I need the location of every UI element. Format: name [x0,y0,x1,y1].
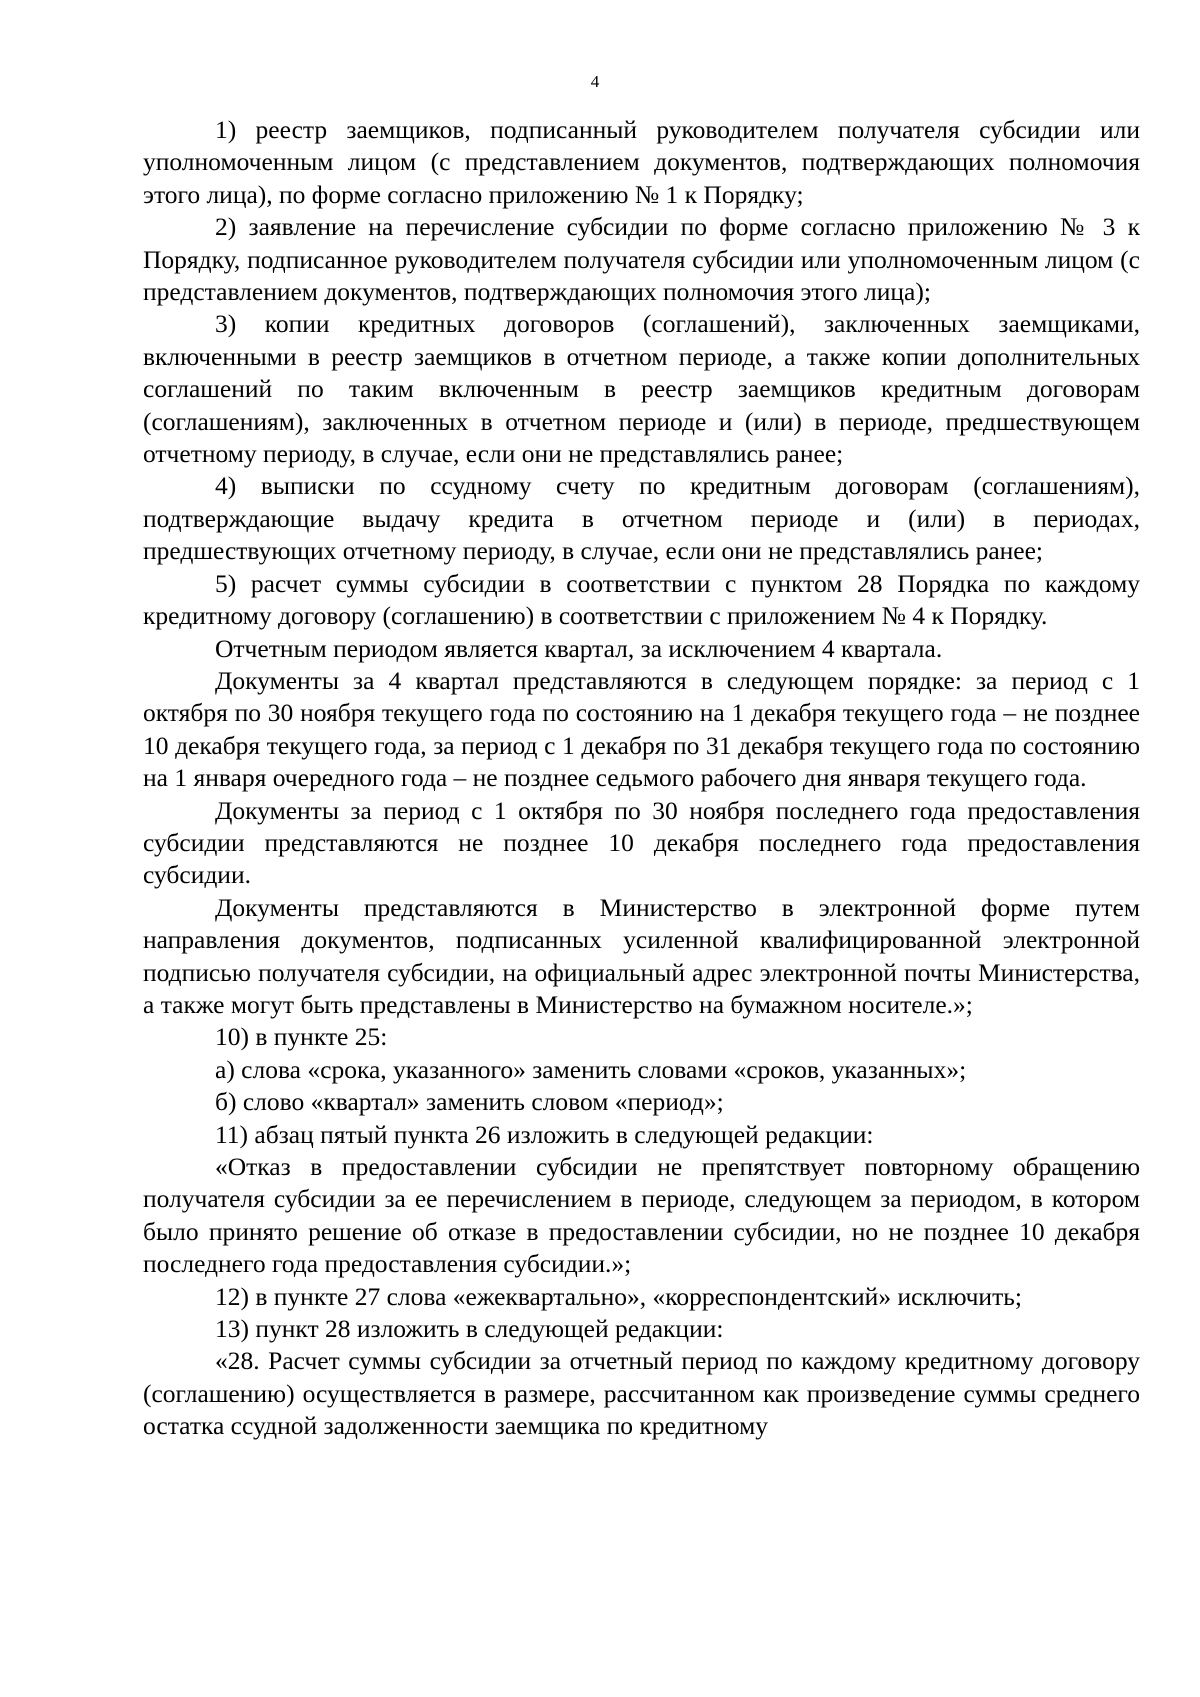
paragraph-last-year-documents: Документы за период с 1 октября по 30 ноября последнего года предоставления субсидии представляются не позднее 10 декабря последнего года предоставления субсидии. [143,795,1140,890]
document-body [143,114,1140,1443]
paragraph-subitem-b: б) слово «квартал» заменить словом «период»; [215,1087,724,1117]
paragraph-item-3-contract-copies: 3) копии кредитных договоров (соглашений), заключенных заемщиками, включенными в реестр заемщиков в отчетном периоде, а также копии дополнительных соглашений по таким включенным в реестр заемщиков кредитным договорам (соглашениям), заключенных в отчетном периоде и (или) в периоде, предшествующем отчетному периоду, в случае, если они не представлялись ранее; [143,309,1140,469]
paragraph-item-1-registry: 1) реестр заемщиков, подписанный руководителем получателя субсидии или уполномоченным лицом (с представлением документов, подтверждающих полномочия этого лица), по форме согласно приложению № 1 к Порядку; [143,115,1140,209]
page-number: 4 [590,72,600,91]
paragraph-item-4-account-statements: 4) выписки по ссудному счету по кредитным договорам (соглашениям), подтверждающие выдачу кредита в отчетном периоде и (или) в периодах, предшествующих отчетному периоду, в случае, если они не представлялись ранее; [143,471,1140,566]
paragraph-item-5-subsidy-calculation: 5) расчет суммы субсидии в соответствии с пунктом 28 Порядка по каждому кредитному договору (соглашению) в соответствии с приложением № 4 к Порядку. [143,568,1140,631]
paragraph-item-2-application: 2) заявление на перечисление субсидии по форме согласно приложению № 3 к Порядку, подписанное руководителем получателя субсидии или уполномоченным лицом (с представлением документов, подтверждающих полномочия этого лица); [143,212,1140,307]
paragraph-submission-method: Документы представляются в Министерство в электронной форме путем направления документов, подписанных усиленной квалифицированной электронной подписью получателя субсидии, на официальный адрес электронной почты Министерства, а также могут быть представлены в Министерство на бумажном носителе.»; [143,892,1140,1019]
paragraph-item-12-clause-27: 12) в пункте 27 слова «ежеквартально», «корреспондентский» исключить; [215,1281,1022,1311]
paragraph-subitem-a: а) слова «срока, указанного» заменить словами «сроков, указанных»; [215,1054,967,1084]
paragraph-reporting-period: Отчетным периодом является квартал, за исключением 4 квартала. [215,633,943,663]
paragraph-item-10-clause-25: 10) в пункте 25: [215,1022,388,1052]
paragraph-clause-28-text: «28. Расчет суммы субсидии за отчетный период по каждому кредитному договору (соглашению) осуществляется в размере, рассчитанном как произведение суммы среднего остатка ссудной задолженности заемщика по кредитному [143,1346,1140,1441]
paragraph-q4-documents: Документы за 4 квартал представляются в следующем порядке: за период с 1 октября по 30 ноября текущего года по состоянию на 1 декабря текущего года – не позднее 10 декабря текущего года, за период с 1 декабря по 31 декабря текущего года по состоянию на 1 января очередного года – не позднее седьмого рабочего дня января текущего года. [143,665,1140,793]
paragraph-item-13-clause-28: 13) пункт 28 изложить в следующей редакции: [215,1314,724,1344]
paragraph-refusal-quote: «Отказ в предоставлении субсидии не препятствует повторному обращению получателя субсидии за ее перечислением в периоде, следующем за периодом, в котором было принято решение об отказе в предоставлении субсидии, но не позднее 10 декабря последнего года предоставления субсидии.»; [143,1152,1140,1279]
paragraph-item-11-clause-26: 11) абзац пятый пункта 26 изложить в следующей редакции: [215,1119,874,1149]
